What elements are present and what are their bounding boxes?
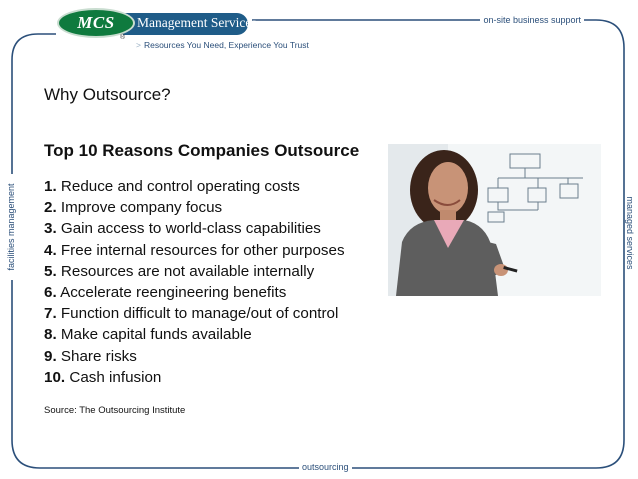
bottom-service-label: outsourcing (299, 462, 352, 472)
list-item: 5. Resources are not available internally (44, 262, 315, 280)
list-item: 4. Free internal resources for other purposes (44, 241, 345, 259)
presenter-photo (388, 144, 601, 296)
list-item: 10. Cash infusion (44, 368, 162, 386)
logo-name-bar (123, 13, 257, 35)
left-service-label: facilities management (6, 174, 16, 280)
list-item: 9. Share risks (44, 347, 137, 365)
list-item: 3. Gain access to world-class capabilities (44, 220, 321, 238)
slide-subtitle: Top 10 Reasons Companies Outsource (44, 141, 360, 160)
logo-mark: MCS (77, 13, 115, 32)
presenter-illustration (388, 144, 601, 296)
top-service-label: on-site business support (480, 15, 584, 25)
chevron-right-icon: > (136, 40, 141, 50)
list-item: 6. Accelerate reengineering benefits (44, 284, 287, 302)
list-item: 1. Reduce and control operating costs (44, 178, 300, 195)
list-item: 8. Make capital funds available (44, 326, 252, 344)
logo-name: Management Services (137, 15, 257, 30)
tagline-text: Resources You Need, Experience You Trust (143, 40, 309, 50)
list-item: 2. Improve company focus (44, 199, 223, 217)
slide-title: Why Outsource? (44, 85, 171, 104)
registered-mark: ® (120, 34, 126, 41)
tagline (136, 40, 309, 50)
source-citation: Source: The Outsourcing Institute (44, 405, 186, 416)
reasons-list (44, 176, 345, 388)
mcs-logo (57, 7, 257, 39)
list-item: 7. Function difficult to manage/out of control (44, 305, 339, 323)
right-service-label: managed services (625, 185, 635, 281)
